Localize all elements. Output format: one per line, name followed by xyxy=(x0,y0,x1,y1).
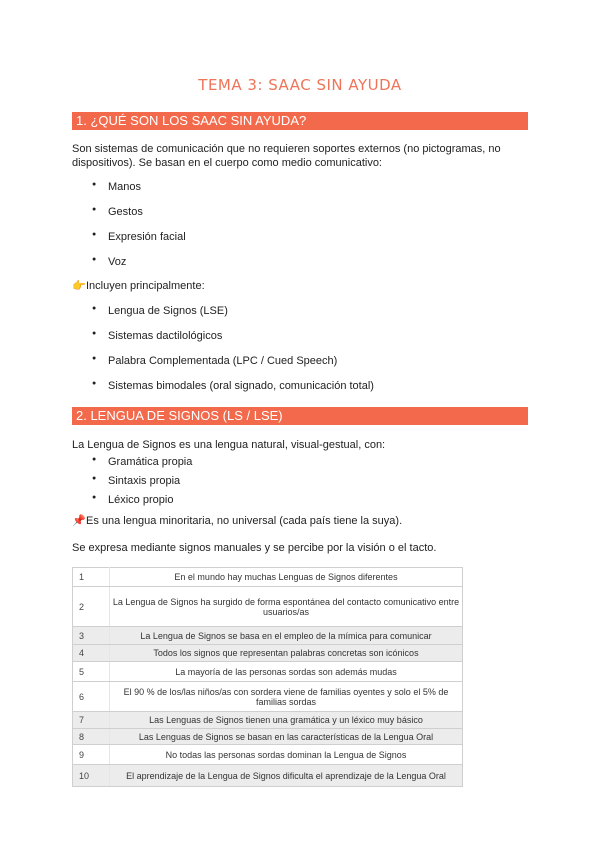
note-line xyxy=(72,513,528,529)
section-1-intro-line-1: Son sistemas de comunicación que no requieren soportes externos (no pictogramas, no xyxy=(72,143,501,155)
list-item: ● Sistemas dactilológicos xyxy=(92,330,374,355)
list-item: ● Manos xyxy=(92,181,186,206)
row-statement: Todos los signos que representan palabras concretas son icónicos xyxy=(110,645,463,662)
row-number: 3 xyxy=(73,627,110,645)
statements-table xyxy=(72,567,463,787)
table-row xyxy=(73,729,463,745)
features-list xyxy=(92,456,192,513)
row-number: 5 xyxy=(73,662,110,682)
row-statement: La mayoría de las personas sordas son además mudas xyxy=(110,662,463,682)
row-statement: En el mundo hay muchas Lenguas de Signos diferentes xyxy=(110,568,463,587)
list-item: ● Sintaxis propia xyxy=(92,475,192,494)
row-number: 10 xyxy=(73,765,110,787)
table-row xyxy=(73,627,463,645)
body-parts-list xyxy=(92,181,186,281)
section-2-intro: La Lengua de Signos es una lengua natural, visual-gestual, con: xyxy=(72,439,386,451)
table-row xyxy=(73,645,463,662)
pointing-hand-icon: 👉 xyxy=(72,280,86,292)
page-title: TEMA 3: SAAC SIN AYUDA xyxy=(198,76,402,94)
section-1-heading: 1. ¿QUÉ SON LOS SAAC SIN AYUDA? xyxy=(72,112,528,130)
list-item: ● Gramática propia xyxy=(92,456,192,475)
row-number: 4 xyxy=(73,645,110,662)
table-row xyxy=(73,712,463,729)
row-statement: El aprendizaje de la Lengua de Signos dificulta el aprendizaje de la Lengua Oral xyxy=(110,765,463,787)
section-1-intro-line-2: dispositivos). Se basan en el cuerpo como medio comunicativo: xyxy=(72,157,382,169)
row-statement: No todas las personas sordas dominan la Lengua de Signos xyxy=(110,745,463,765)
include-line xyxy=(72,278,528,294)
list-item: ● Léxico propio xyxy=(92,494,192,513)
list-item: ● Lengua de Signos (LSE) xyxy=(92,305,374,330)
row-statement: Las Lenguas de Signos tienen una gramática y un léxico muy básico xyxy=(110,712,463,729)
include-label: Incluyen principalmente: xyxy=(86,280,205,292)
table-row xyxy=(73,682,463,712)
include-list xyxy=(92,305,374,405)
table-row xyxy=(73,765,463,787)
row-statement: Las Lenguas de Signos se basan en las características de la Lengua Oral xyxy=(110,729,463,745)
row-number: 1 xyxy=(73,568,110,587)
list-item: ● Gestos xyxy=(92,206,186,231)
row-number: 7 xyxy=(73,712,110,729)
row-number: 2 xyxy=(73,587,110,627)
table-row xyxy=(73,568,463,587)
expression-line: Se expresa mediante signos manuales y se percibe por la visión o el tacto. xyxy=(72,542,437,554)
note-text: Es una lengua minoritaria, no universal (cada país tiene la suya). xyxy=(86,515,403,527)
row-number: 6 xyxy=(73,682,110,712)
row-statement: El 90 % de los/las niños/as con sordera viene de familias oyentes y solo el 5% de familias sordas xyxy=(110,682,463,712)
row-statement: La Lengua de Signos ha surgido de forma espontánea del contacto comunicativo entre usuarios/as xyxy=(110,587,463,627)
section-2-heading: 2. LENGUA DE SIGNOS (LS / LSE) xyxy=(72,407,528,425)
row-number: 8 xyxy=(73,729,110,745)
table-row xyxy=(73,745,463,765)
list-item: ● Expresión facial xyxy=(92,231,186,256)
list-item: ● Palabra Complementada (LPC / Cued Speech) xyxy=(92,355,374,380)
table-row xyxy=(73,662,463,682)
list-item: ● Voz xyxy=(92,256,186,281)
table-row xyxy=(73,587,463,627)
pushpin-icon: 📌 xyxy=(72,515,86,527)
row-number: 9 xyxy=(73,745,110,765)
list-item: ● Sistemas bimodales (oral signado, comunicación total) xyxy=(92,380,374,405)
row-statement: La Lengua de Signos se basa en el empleo de la mímica para comunicar xyxy=(110,627,463,645)
